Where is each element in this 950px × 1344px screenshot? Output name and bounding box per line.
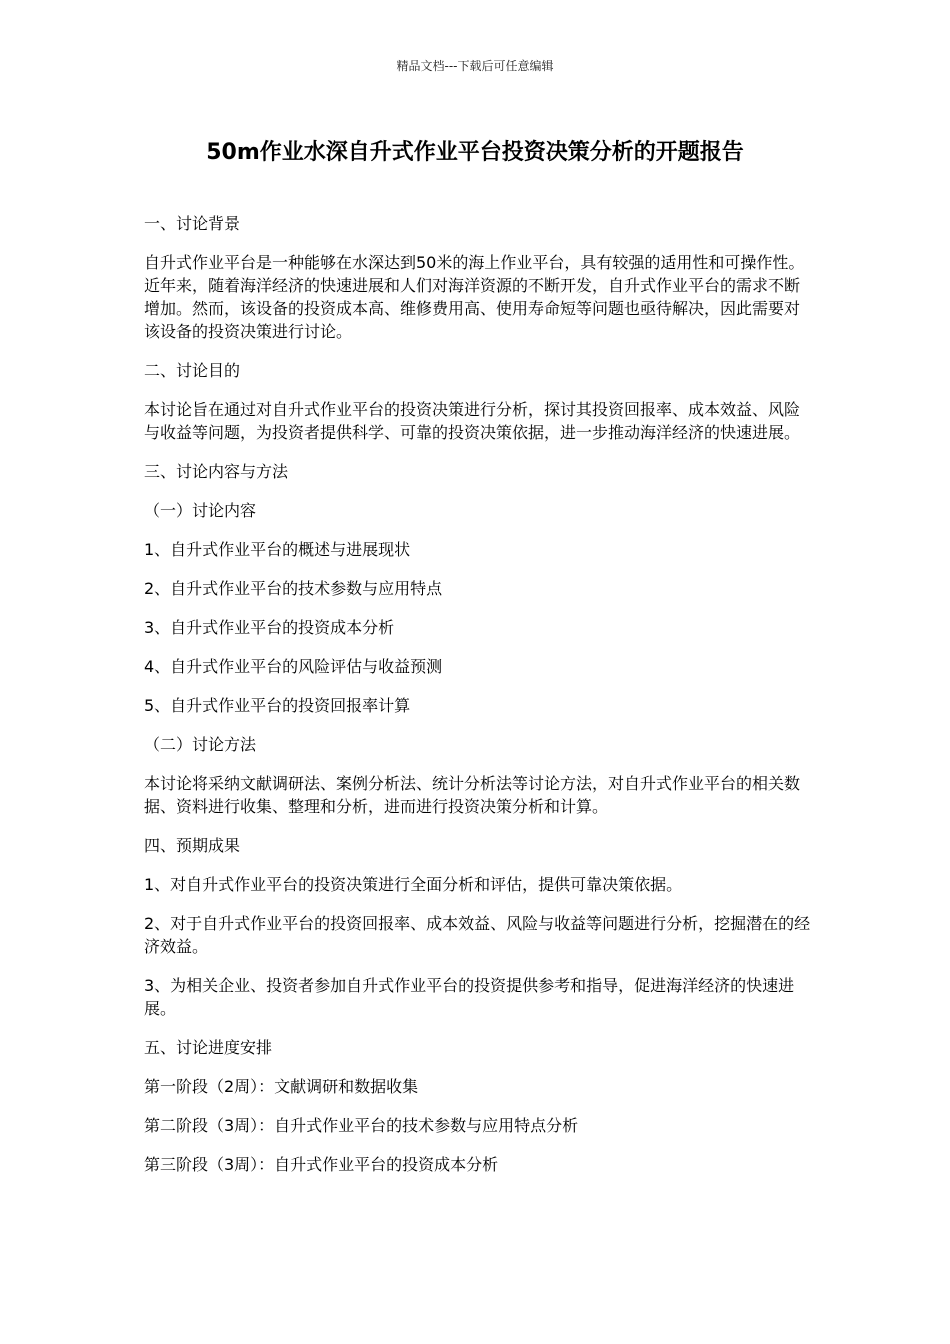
document-body (144, 212, 812, 1192)
schedule-item: 第三阶段（3周）：自升式作业平台的投资成本分析 (144, 1155, 499, 1174)
section-heading-background: 一、讨论背景 (144, 214, 241, 233)
paragraph-background: 自升式作业平台是一种能够在水深达到50米的海上作业平台，具有较强的适用性和可操作性。近年来，随着海洋经济的快速进展和人们对海洋资源的不断开发，自升式作业平台的需求不断增加。然而，该设备的投资成本高、维修费用高、使用寿命短等问题也亟待解决，因此需要对该设备的投资决策进行讨论。 (144, 253, 805, 341)
header-note: 精品文档---下载后可任意编辑 (396, 59, 554, 73)
list-item: 3、自升式作业平台的投资成本分析 (144, 618, 395, 637)
paragraph-purpose: 本讨论旨在通过对自升式作业平台的投资决策进行分析，探讨其投资回报率、成本效益、风险与收益等问题，为投资者提供科学、可靠的投资决策依据，进一步推动海洋经济的快速进展。 (144, 400, 801, 442)
section-heading-purpose: 二、讨论目的 (144, 361, 241, 380)
subheading-content: （一）讨论内容 (144, 501, 257, 520)
subheading-method: （二）讨论方法 (144, 735, 257, 754)
schedule-item: 第二阶段（3周）：自升式作业平台的技术参数与应用特点分析 (144, 1116, 579, 1135)
list-item: 3、为相关企业、投资者参加自升式作业平台的投资提供参考和指导，促进海洋经济的快速进展。 (144, 976, 795, 1018)
section-heading-schedule: 五、讨论进度安排 (144, 1038, 273, 1057)
paragraph-method: 本讨论将采纳文献调研法、案例分析法、统计分析法等讨论方法，对自升式作业平台的相关数据、资料进行收集、整理和分析，进而进行投资决策分析和计算。 (144, 774, 801, 816)
section-heading-expected: 四、预期成果 (144, 836, 241, 855)
list-item: 1、自升式作业平台的概述与进展现状 (144, 540, 411, 559)
list-item: 4、自升式作业平台的风险评估与收益预测 (144, 657, 443, 676)
list-item: 1、对自升式作业平台的投资决策进行全面分析和评估，提供可靠决策依据。 (144, 875, 683, 894)
list-item: 2、自升式作业平台的技术参数与应用特点 (144, 579, 443, 598)
document-title: 50m作业水深自升式作业平台投资决策分析的开题报告 (206, 140, 744, 165)
schedule-item: 第一阶段（2周）：文献调研和数据收集 (144, 1077, 419, 1096)
section-heading-content-method: 三、讨论内容与方法 (144, 462, 289, 481)
list-item: 2、对于自升式作业平台的投资回报率、成本效益、风险与收益等问题进行分析，挖掘潜在的经济效益。 (144, 914, 811, 956)
list-item: 5、自升式作业平台的投资回报率计算 (144, 696, 411, 715)
